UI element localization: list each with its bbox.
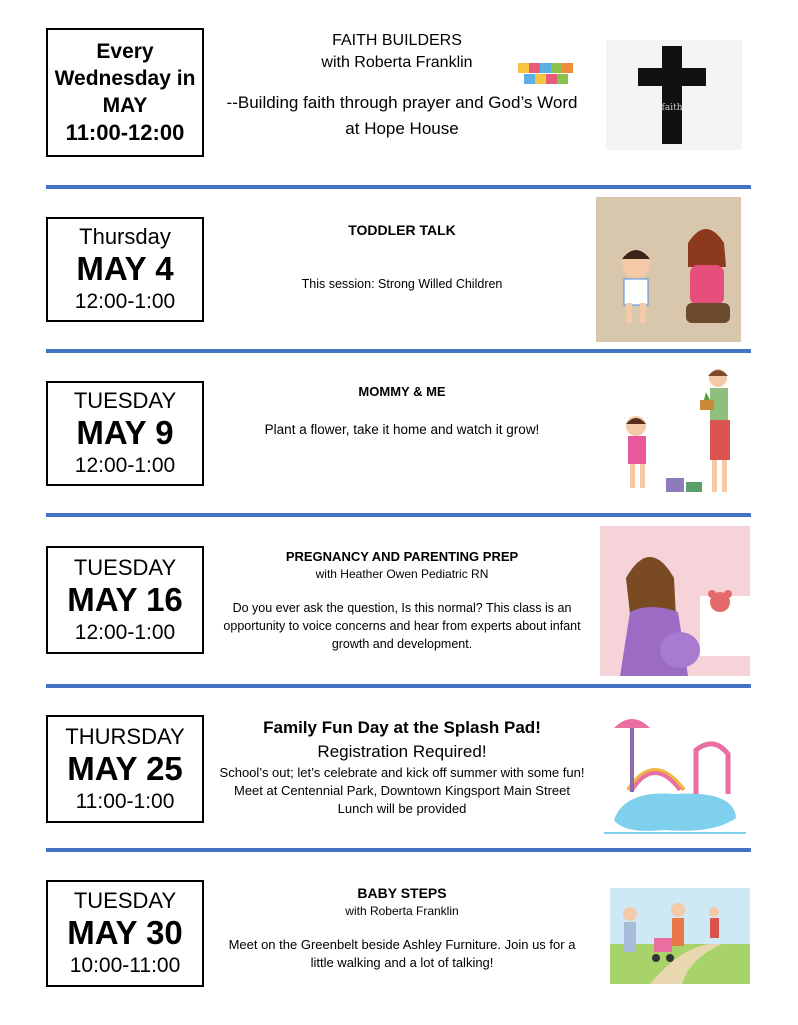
event-day: Thursday (79, 224, 171, 249)
event-time: 11:00-1:00 (75, 789, 175, 813)
family-walking-illustration (610, 888, 750, 984)
event-time: 12:00-1:00 (74, 454, 176, 477)
event-date: MAY 16 (67, 580, 183, 618)
event-subtitle: Registration Required! (317, 742, 487, 761)
event-date: MAY 4 (76, 250, 174, 287)
event-day: THURSDAY (65, 723, 185, 749)
splash-pad-illustration (604, 710, 746, 838)
section-divider (46, 513, 751, 517)
svg-text:faith: faith (661, 103, 683, 113)
event-date: MAY 25 (67, 749, 183, 787)
event-description-line: Meet at Centennial Park, Downtown Kingsport Main Street (233, 783, 570, 798)
event-content (214, 718, 590, 818)
section-divider (46, 349, 751, 353)
date-line: Every (96, 40, 154, 63)
section-divider (46, 684, 751, 688)
event-content (214, 222, 590, 293)
date-box (46, 28, 204, 157)
event-time: 12:00-1:00 (74, 290, 176, 313)
event-description: --Building faith through prayer and God’s Word at Hope House (226, 93, 578, 138)
event-description: Meet on the Greenbelt beside Ashley Furniture. Join us for a little walking and a lot of talking! (228, 937, 576, 970)
event-time: 12:00-1:00 (74, 620, 176, 644)
event-subtitle: with Roberta Franklin (345, 904, 459, 918)
mother-and-toddler-illustration (596, 197, 741, 342)
event-subtitle: with Heather Owen Pediatric RN (315, 567, 489, 581)
event-date: MAY 9 (76, 414, 174, 451)
event-content (214, 885, 590, 972)
event-title: MOMMY & ME (358, 384, 446, 399)
event-day: TUESDAY (73, 888, 177, 913)
event-time: 11:00-12:00 (65, 120, 185, 145)
event-day: TUESDAY (73, 388, 177, 413)
date-box (46, 217, 204, 322)
event-time: 10:00-11:00 (69, 954, 181, 977)
event-content (214, 549, 590, 653)
cross-icon (606, 40, 742, 150)
event-title: BABY STEPS (357, 885, 447, 901)
event-description: Plant a flower, take it home and watch it grow! (264, 422, 540, 437)
child-care-badge (518, 63, 574, 85)
event-title: Family Fun Day at the Splash Pad! (263, 718, 541, 737)
event-content (214, 32, 590, 142)
date-line: Wednesday in (54, 67, 196, 90)
event-description-line: School’s out; let’s celebrate and kick off summer with some fun! (219, 765, 585, 780)
section-divider (46, 185, 751, 189)
event-description-line: Lunch will be provided (337, 801, 467, 816)
event-description: Do you ever ask the question, Is this normal? This class is an opportunity to voice concerns and hear from experts about infant growth and development. (223, 601, 581, 651)
date-box (46, 715, 204, 823)
event-subtitle: with Roberta Franklin (321, 54, 473, 71)
gardening-mom-and-girl-illustration (600, 364, 750, 500)
event-day: TUESDAY (73, 554, 177, 580)
event-content (214, 384, 590, 439)
event-title: TODDLER TALK (348, 222, 456, 238)
date-box (46, 381, 204, 486)
date-box (46, 880, 204, 987)
section-divider (46, 848, 751, 852)
child-care-blocks-icon (518, 63, 574, 85)
event-description: This session: Strong Willed Children (301, 277, 503, 291)
pregnant-woman-nursery-illustration (600, 526, 750, 676)
date-line: MAY (102, 94, 148, 117)
date-box (46, 546, 204, 654)
event-title: FAITH BUILDERS (332, 32, 462, 49)
event-date: MAY 30 (67, 914, 183, 951)
event-title: PREGNANCY AND PARENTING PREP (285, 549, 519, 564)
